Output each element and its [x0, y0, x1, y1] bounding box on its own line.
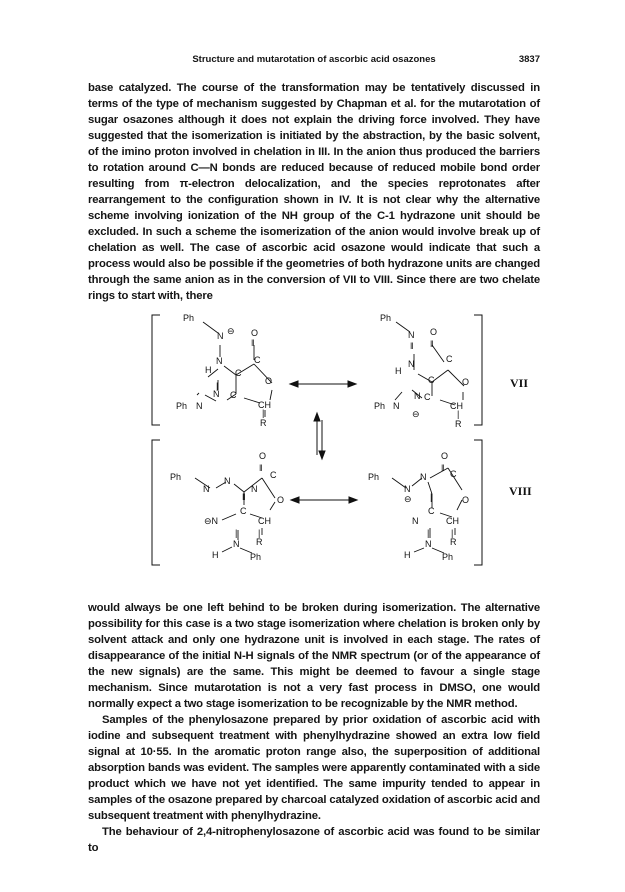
atom-r: R: [455, 419, 462, 429]
atom-n: N: [213, 389, 220, 399]
atom-ph: Ph: [368, 472, 380, 482]
atom-n: N: [251, 484, 258, 494]
charge-minus: ⊖: [404, 494, 412, 504]
atom-o: O: [430, 327, 438, 337]
atom-ph: Ph: [170, 472, 182, 482]
atom-h: H: [395, 366, 402, 376]
atom-o: O: [277, 495, 285, 505]
atom-n: N: [414, 391, 421, 401]
atom-n: N: [233, 539, 240, 549]
atom-n: N: [412, 516, 419, 526]
atom-ch: CH: [258, 400, 271, 410]
atom-n: N: [393, 401, 400, 411]
bond-single: |: [451, 528, 454, 538]
atom-n: N: [217, 331, 224, 341]
atom-h: H: [205, 365, 212, 375]
bond-double: ‖: [251, 338, 255, 348]
atom-r: R: [256, 537, 263, 547]
atom-n: N: [196, 401, 203, 411]
atom-n: N: [224, 476, 231, 486]
structure-bottom-right: [368, 451, 469, 562]
atom-c: C: [240, 506, 247, 516]
paragraph-1: base catalyzed. The course of the transformation may be tentatively discussed in terms of the type of mechanism suggested by Chapman et al. for the mutarotation of sugar osazones although it does not explain the driving force involved. They have suggested that the isomerization is initiated by the abstraction, by the basic solvent, of the imino proton involved in chelation in III. In the anion thus produced the barriers to rotation around C—N bonds are reduced because of reduced mobile bond order resulting from π-electron delocalization, and the species reprotonates after rearrangement to the configuration shown in IV. It is not clear why the alternative scheme involving ionization of the NH group of the C-1 hydrazone unit should be excluded. In such a scheme the isomerization of the anion would involve break up of chelation as well. The case of ascorbic acid osazone would indicate that such a process would also be possible if the geometries of both hydrazone units are changed through the same anion as in the conversion of VII to VIII. Since there are two chelate rings to start with, there: [88, 82, 540, 302]
atom-ch: CH: [446, 516, 459, 526]
bond-double: ‖: [410, 341, 414, 351]
atom-r: R: [450, 537, 457, 547]
atom-ph: Ph: [250, 552, 262, 562]
atom-o: O: [462, 377, 470, 387]
atom-o: O: [441, 451, 449, 461]
bond-single: |: [427, 528, 430, 538]
paragraph-4: The behaviour of 2,4-nitrophenylosazone of ascorbic acid was found to be similar to: [88, 826, 540, 854]
running-title: Structure and mutarotation of ascorbic acid osazones: [192, 54, 436, 65]
atom-h: H: [212, 550, 219, 560]
atom-c: C: [235, 368, 242, 378]
atom-ch: CH: [258, 516, 271, 526]
bond-double: ‖: [430, 339, 434, 349]
structure-top-right: [374, 313, 469, 429]
bond-single: |: [262, 408, 265, 418]
atom-o: O: [251, 328, 259, 338]
atom-o: O: [259, 451, 267, 461]
bond-single: |: [430, 492, 433, 502]
atom-n: N: [408, 359, 415, 369]
atom-ph: Ph: [374, 401, 386, 411]
structure-bottom-left: [170, 451, 284, 562]
atom-c: C: [254, 355, 261, 365]
bracket-bottom: [152, 440, 482, 565]
atom-n: N: [425, 539, 432, 549]
atom-c: C: [230, 390, 237, 400]
atom-r: R: [260, 418, 267, 428]
charge-minus: ⊖: [412, 409, 420, 419]
compound-label-viii: VIII: [509, 484, 532, 498]
atom-ph: Ph: [176, 401, 188, 411]
arrow-equilibrium-vertical: [314, 413, 325, 459]
atom-c: C: [270, 470, 277, 480]
atom-o: O: [462, 495, 470, 505]
atom-ch: CH: [450, 401, 463, 411]
arrow-equilibrium-top: [290, 381, 356, 387]
bond-double: ‖: [441, 463, 445, 473]
structure-top-left: [176, 313, 272, 428]
atom-c: C: [424, 392, 431, 402]
atom-n: N: [404, 484, 411, 494]
paragraph-3: Samples of the phenylosazone prepared by prior oxidation of ascorbic acid with iodine and subsequent treatment with phenylhydrazine showed an extra low field signal at 10·55. In the aromatic proton range also, the superposition of additional absorption bands was evident. The samples were apparently contaminated with a side product which we have not yet identified. The same impurity tended to appear in samples of the osazone prepared by charcoal catalyzed oxidation of ascorbic acid and subsequent treatment with phenylhydrazine.: [88, 714, 540, 822]
compound-label-vii: VII: [510, 376, 529, 390]
bond-single: |: [216, 381, 219, 391]
atom-c: C: [428, 375, 435, 385]
atom-o: O: [265, 376, 273, 386]
atom-n: N: [203, 484, 210, 494]
atom-c: C: [428, 506, 435, 516]
charged-nitrogen: ⊖N: [204, 516, 219, 526]
bond-double: ‖: [242, 492, 246, 502]
atom-n: N: [420, 472, 427, 482]
atom-n: N: [216, 356, 223, 366]
paragraph-2: would always be one left behind to be broken during isomerization. The alternative possibility for this case is a two stage isomerization where chelation is broken only by solvent attack and only one hydrazone unit is involved in each stage. The rates of disappearance of the initial N-H signals of the NMR spectrum (or of the appearance of the new signals) are the same. This might be deemed to favour a single stage mechanism. Since mutarotation is not a very fast process in DMSO, one would normally expect a two stage isomerization to be recognizable by the NMR method.: [88, 602, 540, 710]
page-number: 3837: [518, 54, 540, 65]
atom-h: H: [404, 550, 411, 560]
bond-single: |: [235, 528, 238, 538]
atom-n: N: [408, 330, 415, 340]
atom-ph: Ph: [442, 552, 454, 562]
atom-c: C: [450, 469, 457, 479]
bond-single: |: [258, 528, 261, 538]
arrow-equilibrium-bottom: [291, 497, 357, 503]
atom-c: C: [446, 354, 453, 364]
atom-ph: Ph: [183, 313, 195, 323]
body-text-bottom: [88, 600, 540, 856]
atom-ph: Ph: [380, 313, 392, 323]
bond-single: |: [457, 409, 460, 419]
bond-double: ‖: [259, 463, 263, 473]
charge-minus: ⊖: [227, 326, 235, 336]
